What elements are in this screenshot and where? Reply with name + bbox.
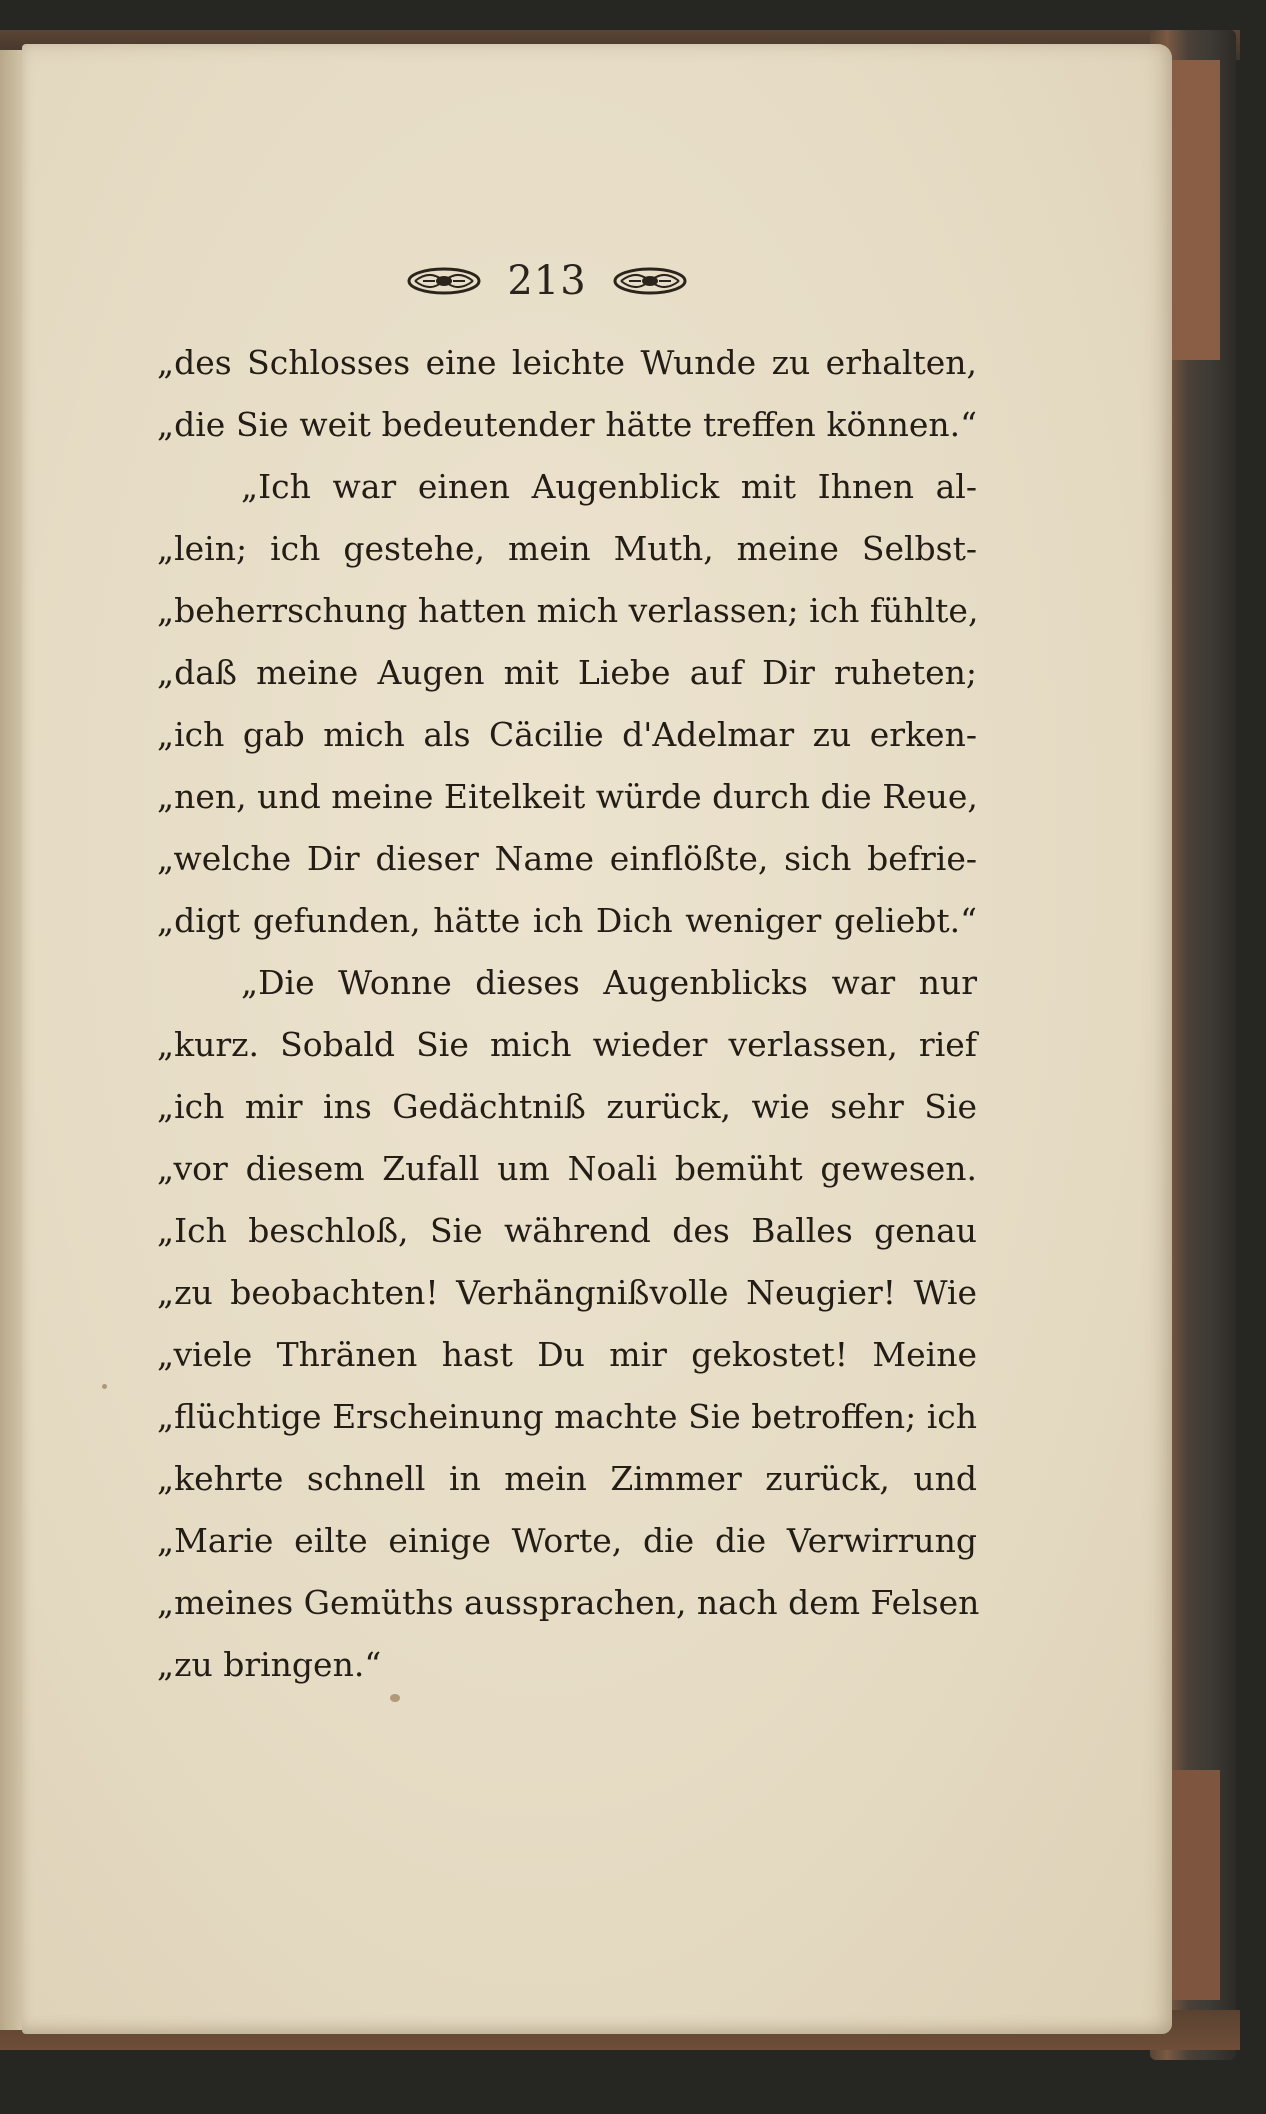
text-line: „kurz. Sobald Sie mich wieder verlassen, rief [157,1025,977,1064]
leather-strip-top [1170,60,1220,360]
text-line: „Die Wonne dieses Augenblicks war nur [241,963,977,1002]
foxing-spot [390,1694,400,1702]
foxing-spot [102,1384,107,1389]
text-line: „daß meine Augen mit Liebe auf Dir ruheten; [157,653,977,692]
text-line: „beherrschung hatten mich verlassen; ich fühlte, [157,591,979,630]
page-number: 213 [507,258,587,304]
text-line: „Marie eilte einige Worte, die die Verwirrung [157,1521,977,1560]
text-line: „vor diesem Zufall um Noali bemüht gewesen. [157,1149,977,1188]
text-line: „die Sie weit bedeutender hätte treffen können.“ [157,405,977,444]
text-line: „meines Gemüths aussprachen, nach dem Felsen [157,1583,980,1622]
text-line: „welche Dir dieser Name einflößte, sich befrie- [157,839,977,878]
text-line: „digt gefunden, hätte ich Dich weniger geliebt.“ [157,901,977,940]
page-header [392,256,702,306]
text-line: „zu beobachten! Verhängnißvolle Neugier! Wie [157,1273,977,1312]
text-line: „Ich beschloß, Sie während des Balles genau [157,1211,977,1250]
book-page [22,44,1172,2034]
rosette-ornament-icon [613,266,687,296]
page-text [157,332,980,1696]
text-line: „kehrte schnell in mein Zimmer zurück, und [157,1459,977,1498]
text-line: „ich mir ins Gedächtniß zurück, wie sehr Sie [157,1087,977,1126]
text-line: „zu bringen.“ [157,1645,382,1684]
text-line: „viele Thränen hast Du mir gekostet! Meine [157,1335,977,1374]
text-line: „des Schlosses eine leichte Wunde zu erhalten, [157,343,977,382]
text-line: „lein; ich gestehe, mein Muth, meine Selbst- [157,529,977,568]
leather-strip-bottom [1170,1770,1220,2000]
text-line: „flüchtige Erscheinung machte Sie betroffen; ich [157,1397,977,1436]
rosette-ornament-icon [407,266,481,296]
text-line: „nen, und meine Eitelkeit würde durch die Reue, [157,777,978,816]
text-line: „Ich war einen Augenblick mit Ihnen al- [241,467,977,506]
text-line: „ich gab mich als Cäcilie d'Adelmar zu erken- [157,715,977,754]
